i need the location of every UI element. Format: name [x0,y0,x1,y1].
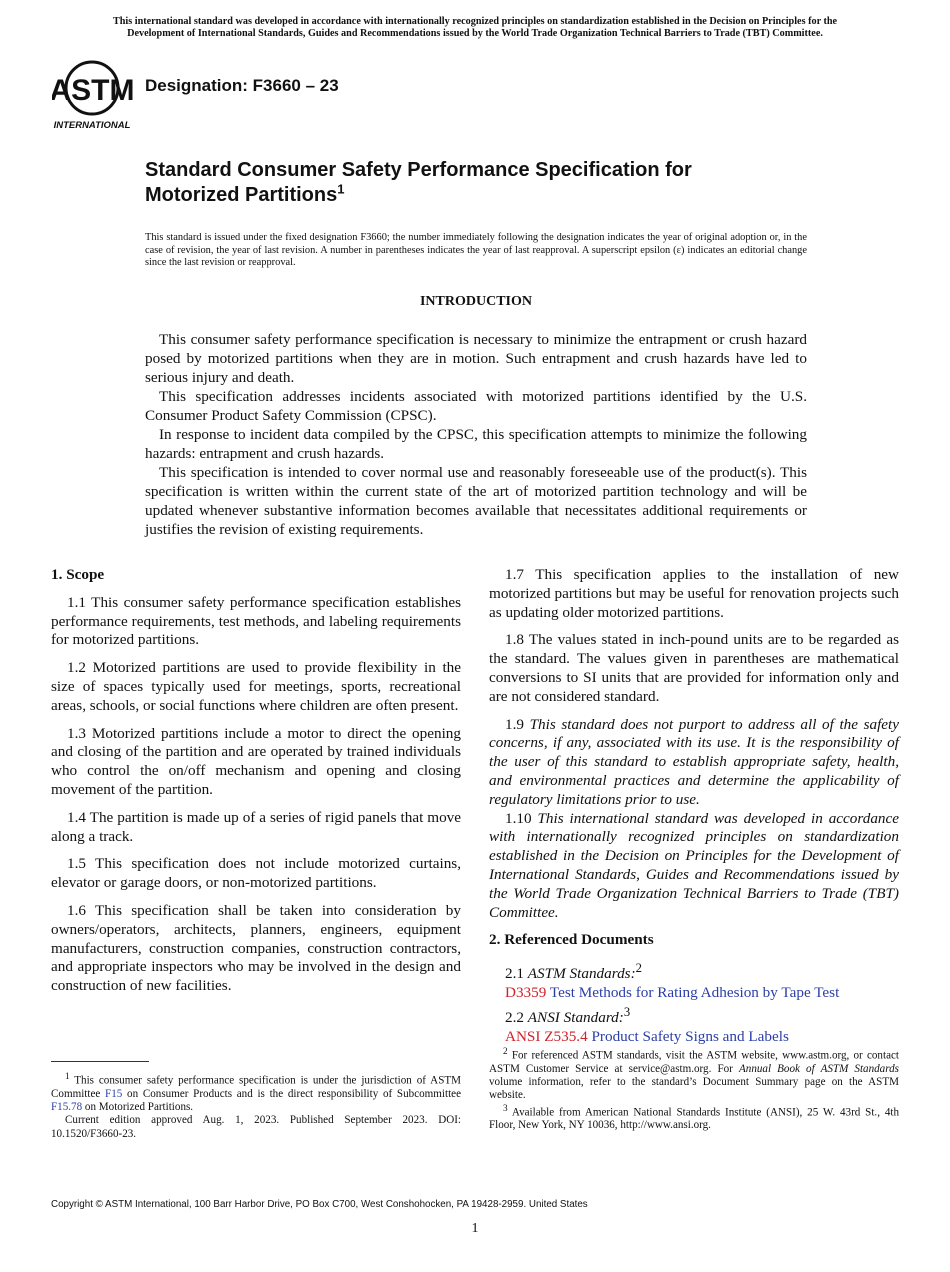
issued-note: This standard is issued under the fixed designation F3660; the number immediately following the designation indicates the year of original adoption or, in the case of revision, the year of last revision. A number in parentheses indicates the year of last reapproval. A superscript epsilon (ε) indicates an editorial change since the last revision or reapproval. [145,232,807,268]
left-column [51,566,461,1005]
scope-1-8: 1.8 The values stated in inch-pound units are to be regarded as the standard. The values given in parentheses are mathematical conversions to SI units that are provided for information only and are not considered standard. [489,631,899,705]
astm-standards-label: 2.1 ASTM Standards:$^2$ [505,961,642,983]
d3359-title-link[interactable]: Test Methods for Rating Adhesion by Tape Test [549,984,840,1001]
tbt-notice-line1: This international standard was developed in accordance with internationally recognized principles on standardization established in the Decision on Principles for the [112,16,838,27]
tbt-notice [40,16,910,40]
referenced-documents-heading: 2. Referenced Documents [489,931,654,949]
intro-paragraph: This specification addresses incidents associated with motorized partitions identified by the U.S. Consumer Product Safety Commission (CPSC). [145,388,807,424]
footnote-mark-2[interactable]: 2 [635,961,642,976]
introduction-heading: INTRODUCTION [419,294,532,309]
footnote-mark-3[interactable]: 3 [623,1004,631,1019]
scope-1-10: 1.10 This international standard was developed in accordance with internationally recognized principles on standardization established in the Decision on Principles for the Development of International Standards, Guides and Recommendations issued by the World Trade Organization Technical Barriers to Trade (TBT) Committee. [489,809,899,921]
logo-text: INTERNATIONAL [53,120,131,131]
intro-paragraph: This specification is intended to cover normal use and reasonably foreseeable use of the product(s). This specification is written within the current state of the art of motorized partition technology and will be updated whenever substantive information becomes available that necessitates additional requirements or justifies the revision of existing requirements. [145,464,807,538]
astm-logo-icon [52,56,136,132]
document-title [145,158,845,208]
scope-1-7: 1.7 This specification applies to the installation of new motorized partitions but may be useful for renovation projects such as updating older motorized partitions. [489,566,899,621]
designation: Designation: F3660 – 23 [145,76,339,95]
scope-1-1: 1.1 This consumer safety performance specification establishes performance requirements, test methods, and labeling requirements for motorized partitions. [51,593,461,649]
footnote-3: $^3$ Available from American National Standards Institute (ANSI), 25 W. 43rd St., 4th Floor, New York, NY 10036, http://www.ansi.org. [489,1103,899,1132]
ansi-z535-title-link[interactable]: Product Safety Signs and Labels [591,1027,789,1045]
page-number: 1 [471,1221,479,1236]
title-footnote-mark[interactable]: 1 [337,181,345,197]
f15-78-link[interactable]: F15.78 [51,1101,83,1114]
footnotes-right [489,1046,899,1133]
logo-letters: ASTM [52,74,135,107]
scope-1-6: 1.6 This specification shall be taken into consideration by owners/operators, architects, planners, engineers, equipment manufacturers, construction companies, construction contractors, and appropriate inspectors who may be involved in the design and construction of new facilities. [51,901,461,995]
scope-1-5: 1.5 This specification does not include motorized curtains, elevator or garage doors, or non-motorized partitions. [51,855,461,892]
tbt-notice-line2: Development of International Standards, Guides and Recommendations issued by the World Trade Organization Technical Barriers to Trade (TBT) Committee. [127,28,823,39]
scope-1-2: 1.2 Motorized partitions are used to provide flexibility in the size of spaces typically used for meetings, sports, recreational areas, schools, or social functions where children are often present. [51,659,461,714]
ansi-standard-label: 2.2 ANSI Standard:$^3$ [505,1004,631,1026]
d3359-link[interactable]: D3359 [505,984,547,1001]
scope-1-4: 1.4 The partition is made up of a series of rigid panels that move along a track. [51,808,461,845]
footnote-2: $^2$ For referenced ASTM standards, visit the ASTM website, www.astm.org, or contact ASTM Customer Service at service@astm.org. For Annual Book of ASTM Standards volume information, refer to the standard’s Document Summary page on the ASTM website. [489,1047,900,1102]
right-column [489,566,899,1046]
scope-1-3: 1.3 Motorized partitions include a motor to direct the opening and closing of the partition and are operated by trained individuals who control the on/off mechanism and opening and closing movement of the partition. [51,724,461,798]
introduction [145,330,807,539]
intro-paragraph: In response to incident data compiled by the CPSC, this specification attempts to minimize the following hazards: entrapment and crush hazards. [145,426,807,462]
f15-link[interactable]: F15 [105,1087,123,1100]
ansi-z535-link[interactable]: ANSI Z535.4 [505,1027,588,1045]
footnote-1-edition: Current edition approved Aug. 1, 2023. Published September 2023. DOI: 10.1520/F3660-23. [51,1114,461,1140]
reference-d3359 [489,984,899,1003]
reference-ansi-z535 [489,1028,899,1047]
scope-heading: 1. Scope [51,566,105,583]
footnote-divider [51,1061,149,1062]
footnote-1: $^1$ This consumer safety performance specification is under the jurisdiction of ASTM Committee F15 on Consumer Products and is the direct responsibility of Subcommittee F15.78 on Motorized Partitions. [51,1072,462,1114]
intro-paragraph: This consumer safety performance specification is necessary to minimize the entrapment or crush hazard posed by motorized partitions when they are in motion. Such entrapment and crush hazards have led to serious injury and death. [145,331,807,386]
title-line2: Motorized Partitions$^1$ [145,181,345,206]
footnotes-left [51,1061,461,1141]
title-line1: Standard Consumer Safety Performance Specification for [145,159,692,181]
scope-1-9: 1.9 This standard does not purport to address all of the safety concerns, if any, associated with its use. It is the responsibility of the user of this standard to establish appropriate safety, health, and environmental practices and determine the applicability of regulatory limitations prior to use. [489,715,900,808]
copyright: Copyright © ASTM International, 100 Barr Harbor Drive, PO Box C700, West Conshohocken, PA 19428-2959. United States [51,1199,588,1210]
astm-logo [52,56,136,132]
